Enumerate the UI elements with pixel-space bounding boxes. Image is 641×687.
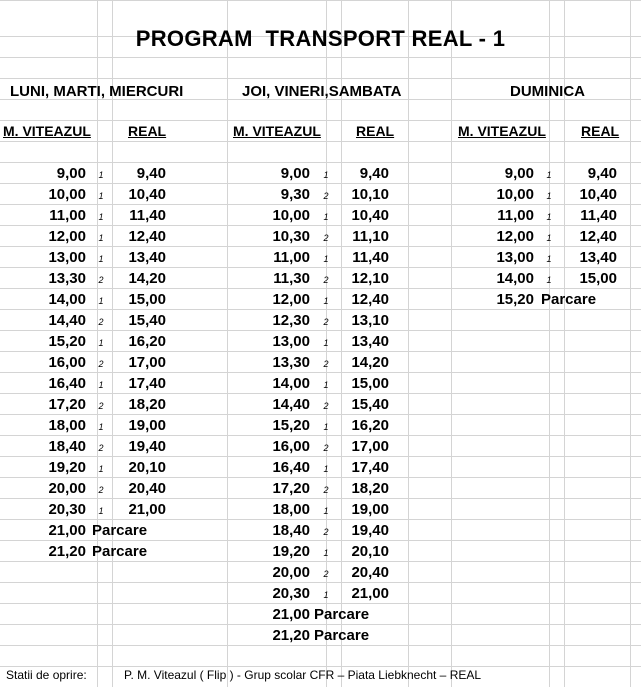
arrival-time: 21,00 [351,585,389,602]
arrival-time: 17,40 [351,459,389,476]
column-header-to: REAL [128,123,167,139]
route-marker: 1 [546,170,552,180]
parking-label: Parcare [314,606,370,623]
arrival-time: 17,00 [351,438,389,455]
route-marker: 2 [323,191,329,201]
departure-time: 17,20 [48,396,86,413]
arrival-time: 19,00 [351,501,389,518]
arrival-time: 20,40 [351,564,389,581]
departure-time: 19,20 [272,543,310,560]
departure-time: 14,00 [48,291,86,308]
arrival-time: 15,00 [579,270,617,287]
departure-time: 10,30 [272,228,310,245]
arrival-time: 19,40 [351,522,389,539]
column-header-from: M. VITEAZUL [458,123,546,139]
departure-time: 15,20 [496,291,534,308]
parking-label: Parcare [541,291,597,308]
departure-time: 18,00 [272,501,310,518]
section-heading-sunday: DUMINICA [510,83,585,100]
departure-time: 12,30 [272,312,310,329]
arrival-time: 11,40 [352,249,389,266]
route-marker: 1 [323,590,329,600]
route-marker: 1 [98,170,104,180]
departure-time: 11,00 [49,207,86,224]
arrival-time: 21,00 [128,501,166,518]
route-marker: 2 [98,359,104,369]
schedule-row [0,184,641,205]
parking-row [0,289,641,310]
arrival-time: 13,40 [128,249,166,266]
arrival-time: 13,40 [579,249,617,266]
departure-time: 9,00 [56,165,86,182]
departure-time: 9,30 [280,186,310,203]
route-marker: 1 [323,464,329,474]
departure-time: 10,00 [496,186,534,203]
schedule-row [0,520,641,541]
arrival-time: 10,40 [579,186,617,203]
route-marker: 1 [98,422,104,432]
schedule-row [0,352,641,373]
departure-time: 20,00 [272,564,310,581]
schedule-row [0,583,641,604]
departure-time: 16,00 [272,438,310,455]
parking-row [0,625,641,646]
departure-time: 15,20 [48,333,86,350]
departure-time: 16,00 [48,354,86,371]
arrival-time: 20,10 [351,543,389,560]
arrival-time: 14,20 [128,270,166,287]
arrival-time: 12,40 [579,228,617,245]
schedule-row [0,478,641,499]
departure-time: 15,20 [272,417,310,434]
route-marker: 1 [98,254,104,264]
arrival-time: 15,00 [128,291,166,308]
departure-time: 9,00 [280,165,310,182]
schedule-row [0,499,641,520]
column-header-from: M. VITEAZUL [3,123,91,139]
route-marker: 1 [323,380,329,390]
column-header-to: REAL [356,123,395,139]
footer-route: P. M. Viteazul ( Flip ) - Grup scolar CFR – Piata Liebknecht – REAL [124,668,482,682]
route-marker: 1 [546,233,552,243]
schedule-row [0,373,641,394]
arrival-time: 16,20 [351,417,389,434]
route-marker: 1 [323,170,329,180]
schedule-row [0,205,641,226]
arrival-time: 9,40 [359,165,389,182]
route-marker: 1 [323,254,329,264]
schedule-row [0,415,641,436]
departure-time: 18,40 [48,438,86,455]
arrival-time: 11,10 [352,228,389,245]
schedule-row [0,562,641,583]
departure-time: 20,30 [272,585,310,602]
arrival-time: 14,20 [351,354,389,371]
route-marker: 2 [323,275,329,285]
departure-time: 10,00 [272,207,310,224]
arrival-time: 15,00 [351,375,389,392]
arrival-time: 19,40 [128,438,166,455]
route-marker: 2 [98,275,104,285]
arrival-time: 20,10 [128,459,166,476]
route-marker: 1 [98,464,104,474]
schedule-row [0,310,641,331]
route-marker: 1 [98,191,104,201]
arrival-time: 9,40 [136,165,166,182]
route-marker: 1 [323,506,329,516]
route-marker: 1 [323,548,329,558]
schedule-row [0,436,641,457]
arrival-time: 17,40 [128,375,166,392]
route-marker: 1 [323,422,329,432]
departure-time: 20,00 [48,480,86,497]
departure-time: 11,00 [273,249,310,266]
route-marker: 2 [323,443,329,453]
route-marker: 2 [323,233,329,243]
departure-time: 11,00 [497,207,534,224]
arrival-time: 18,20 [351,480,389,497]
departure-time: 17,20 [272,480,310,497]
route-marker: 2 [98,485,104,495]
departure-time: 13,00 [496,249,534,266]
route-marker: 2 [98,443,104,453]
parking-label: Parcare [314,627,370,644]
route-marker: 2 [323,569,329,579]
footer-label: Statii de oprire: [6,668,87,682]
route-marker: 2 [323,317,329,327]
arrival-time: 11,40 [580,207,617,224]
departure-time: 21,00 [272,606,310,623]
departure-time: 12,00 [272,291,310,308]
arrival-time: 18,20 [128,396,166,413]
schedule-row [0,394,641,415]
route-marker: 1 [98,380,104,390]
departure-time: 10,00 [48,186,86,203]
section-heading-thu-sat: JOI, VINERI,SAMBATA [242,83,402,100]
schedule-row [0,226,641,247]
column-header-from: M. VITEAZUL [233,123,321,139]
departure-time: 21,00 [48,522,86,539]
departure-time: 14,40 [48,312,86,329]
section-heading-mon-wed: LUNI, MARTI, MIERCURI [10,83,184,100]
arrival-time: 12,40 [128,228,166,245]
departure-time: 20,30 [48,501,86,518]
schedule-row [0,457,641,478]
departure-time: 18,40 [272,522,310,539]
arrival-time: 15,40 [351,396,389,413]
arrival-time: 20,40 [128,480,166,497]
route-marker: 1 [98,506,104,516]
arrival-time: 12,10 [351,270,389,287]
schedule-row [0,268,641,289]
arrival-time: 11,40 [129,207,166,224]
route-marker: 2 [98,401,104,411]
schedule-row [0,331,641,352]
arrival-time: 17,00 [128,354,166,371]
schedule-row [0,163,641,184]
arrival-time: 10,40 [128,186,166,203]
route-marker: 1 [546,254,552,264]
departure-time: 9,00 [504,165,534,182]
arrival-time: 12,40 [351,291,389,308]
departure-time: 13,00 [272,333,310,350]
departure-time: 14,00 [272,375,310,392]
route-marker: 1 [98,296,104,306]
route-marker: 1 [546,212,552,222]
arrival-time: 9,40 [587,165,617,182]
departure-time: 16,40 [272,459,310,476]
arrival-time: 10,10 [351,186,389,203]
parking-label: Parcare [92,543,148,560]
route-marker: 1 [323,212,329,222]
departure-time: 14,40 [272,396,310,413]
departure-time: 19,20 [48,459,86,476]
column-header-to: REAL [581,123,620,139]
arrival-time: 19,00 [128,417,166,434]
departure-time: 13,00 [48,249,86,266]
departure-time: 13,30 [48,270,86,287]
arrival-time: 16,20 [128,333,166,350]
route-marker: 2 [323,485,329,495]
departure-time: 18,00 [48,417,86,434]
route-marker: 1 [98,212,104,222]
route-marker: 2 [323,527,329,537]
route-marker: 1 [546,191,552,201]
arrival-time: 13,10 [351,312,389,329]
route-marker: 1 [98,233,104,243]
schedule-row [0,247,641,268]
route-marker: 2 [98,317,104,327]
departure-time: 13,30 [272,354,310,371]
page-title: PROGRAM TRANSPORT REAL - 1 [135,26,506,51]
departure-time: 11,30 [273,270,310,287]
route-marker: 1 [98,338,104,348]
route-marker: 2 [323,359,329,369]
schedule-row [0,541,641,562]
parking-label: Parcare [92,522,148,539]
departure-time: 12,00 [48,228,86,245]
route-marker: 2 [323,401,329,411]
departure-time: 21,20 [272,627,310,644]
departure-time: 16,40 [48,375,86,392]
departure-time: 21,20 [48,543,86,560]
departure-time: 12,00 [496,228,534,245]
route-marker: 1 [546,275,552,285]
route-marker: 1 [323,338,329,348]
parking-row [0,604,641,625]
arrival-time: 13,40 [351,333,389,350]
arrival-time: 10,40 [351,207,389,224]
departure-time: 14,00 [496,270,534,287]
arrival-time: 15,40 [128,312,166,329]
route-marker: 1 [323,296,329,306]
